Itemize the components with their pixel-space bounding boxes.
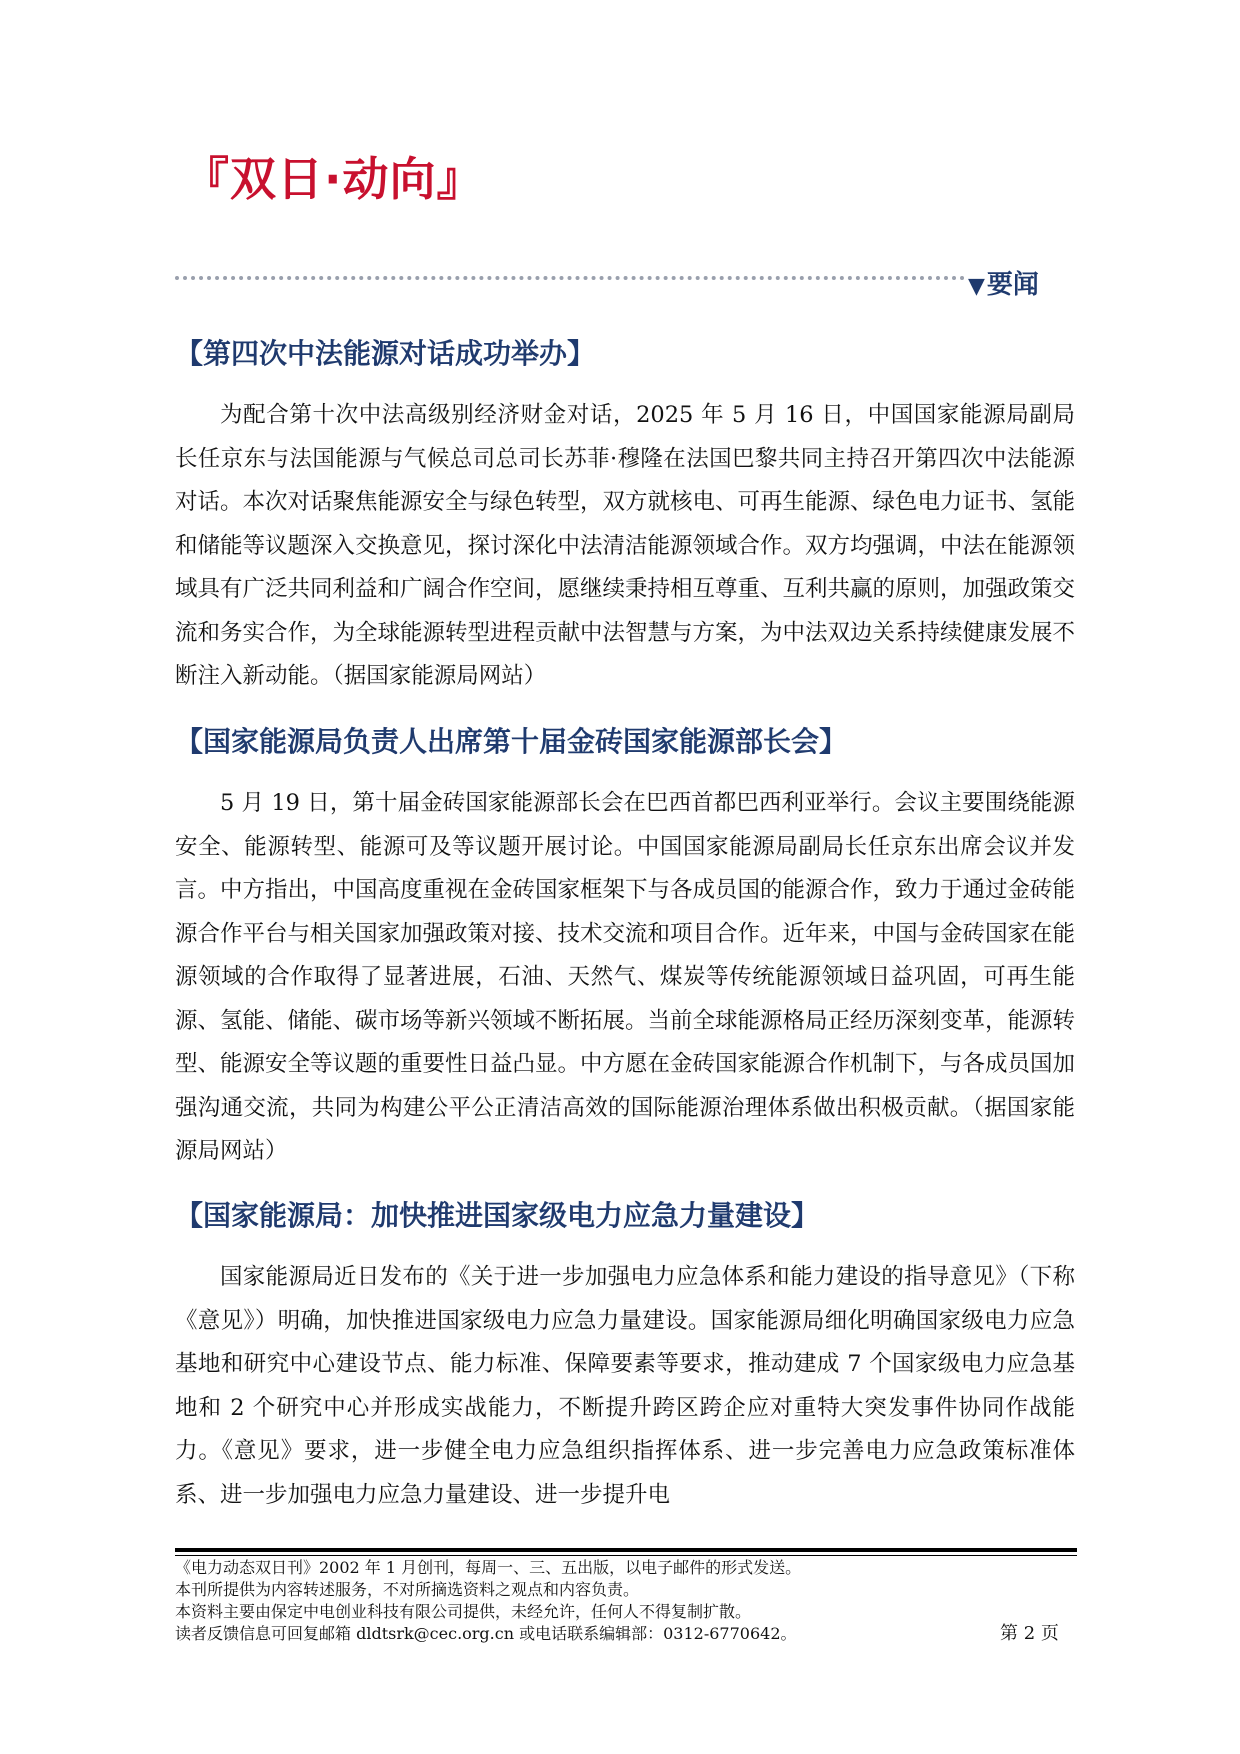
footer-line: 本刊所提供为内容转述服务，不对所摘选资料之观点和内容负责。 — [175, 1580, 640, 1599]
article-1 — [175, 334, 1075, 699]
article-3 — [175, 1196, 1075, 1517]
page-number: 第 2 页 — [1000, 1623, 1059, 1644]
dotted-divider — [175, 276, 965, 280]
footer-rule-thin — [175, 1555, 1077, 1556]
footer-line: 本资料主要由保定中电创业科技有限公司提供，未经允许，任何人不得复制扩散。 — [175, 1602, 752, 1621]
footer-line: 《电力动态双日刊》2002 年 1 月创刊，每周一、三、五出版，以电子邮件的形式发送。 — [175, 1558, 802, 1577]
footer-line: 读者反馈信息可回复邮箱 dldtsrk@cec.org.cn 或电话联系编辑部：0312-6770642。 — [175, 1624, 797, 1643]
footer-rule-thick — [175, 1548, 1077, 1552]
article-body: 国家能源局近日发布的《关于进一步加强电力应急体系和能力建设的指导意见》（下称《意见》）明确，加快推进国家级电力应急力量建设。国家能源局细化明确国家级电力应急基地和研究中心建设节点、能力标准、保障要素等要求，推动建成 7 个国家级电力应急基地和 2 个研究中心并形成实战能力，不断提升跨区跨企应对重特大突发事件协同作战能力。《意见》要求，进一步健全电力应急组织指挥体系、进一步完善电力应急政策标准体系、进一步加强电力应急力量建设、进一步提升电 — [175, 1264, 1075, 1508]
section-title: 『双日·动向』 — [183, 152, 484, 206]
footer — [175, 1557, 1077, 1645]
article-2 — [175, 722, 1075, 1174]
article-headline: 【国家能源局负责人出席第十届金砖国家能源部长会】 — [175, 725, 848, 758]
triangle-down-icon: ▼ — [968, 274, 985, 299]
article-body: 为配合第十次中法高级别经济财金对话，2025 年 5 月 16 日，中国国家能源局副局长任京东与法国能源与气候总司总司长苏菲·穆隆在法国巴黎共同主持召开第四次中法能源对话。本次对话聚焦能源安全与绿色转型，双方就核电、可再生能源、绿色电力证书、氢能和储能等议题深入交换意见，探讨深化中法清洁能源领域合作。双方均强调，中法在能源领域具有广泛共同利益和广阔合作空间，愿继续秉持相互尊重、互利共赢的原则，加强政策交流和务实合作，为全球能源转型进程贡献中法智慧与方案，为中法双边关系持续健康发展不断注入新动能。（据国家能源局网站） — [175, 402, 1076, 689]
section-tag-label: 要闻 — [986, 270, 1039, 300]
article-headline: 【第四次中法能源对话成功举办】 — [175, 337, 596, 370]
section-tag — [968, 270, 1039, 302]
article-body: 5 月 19 日，第十届金砖国家能源部长会在巴西首都巴西利亚举行。会议主要围绕能源安全、能源转型、能源可及等议题开展讨论。中国国家能源局副局长任京东出席会议并发言。中方指出，中国高度重视在金砖国家框架下与各成员国的能源合作，致力于通过金砖能源合作平台与相关国家加强政策对接、技术交流和项目合作。近年来，中国与金砖国家在能源领域的合作取得了显著进展，石油、天然气、煤炭等传统能源领域日益巩固，可再生能源、氢能、储能、碳市场等新兴领域不断拓展。当前全球能源格局正经历深刻变革，能源转型、能源安全等议题的重要性日益凸显。中方愿在金砖国家能源合作机制下，与各成员国加强沟通交流，共同为构建公平公正清洁高效的国际能源治理体系做出积极贡献。（据国家能源局网站） — [175, 790, 1076, 1164]
article-headline: 【国家能源局：加快推进国家级电力应急力量建设】 — [175, 1199, 820, 1232]
